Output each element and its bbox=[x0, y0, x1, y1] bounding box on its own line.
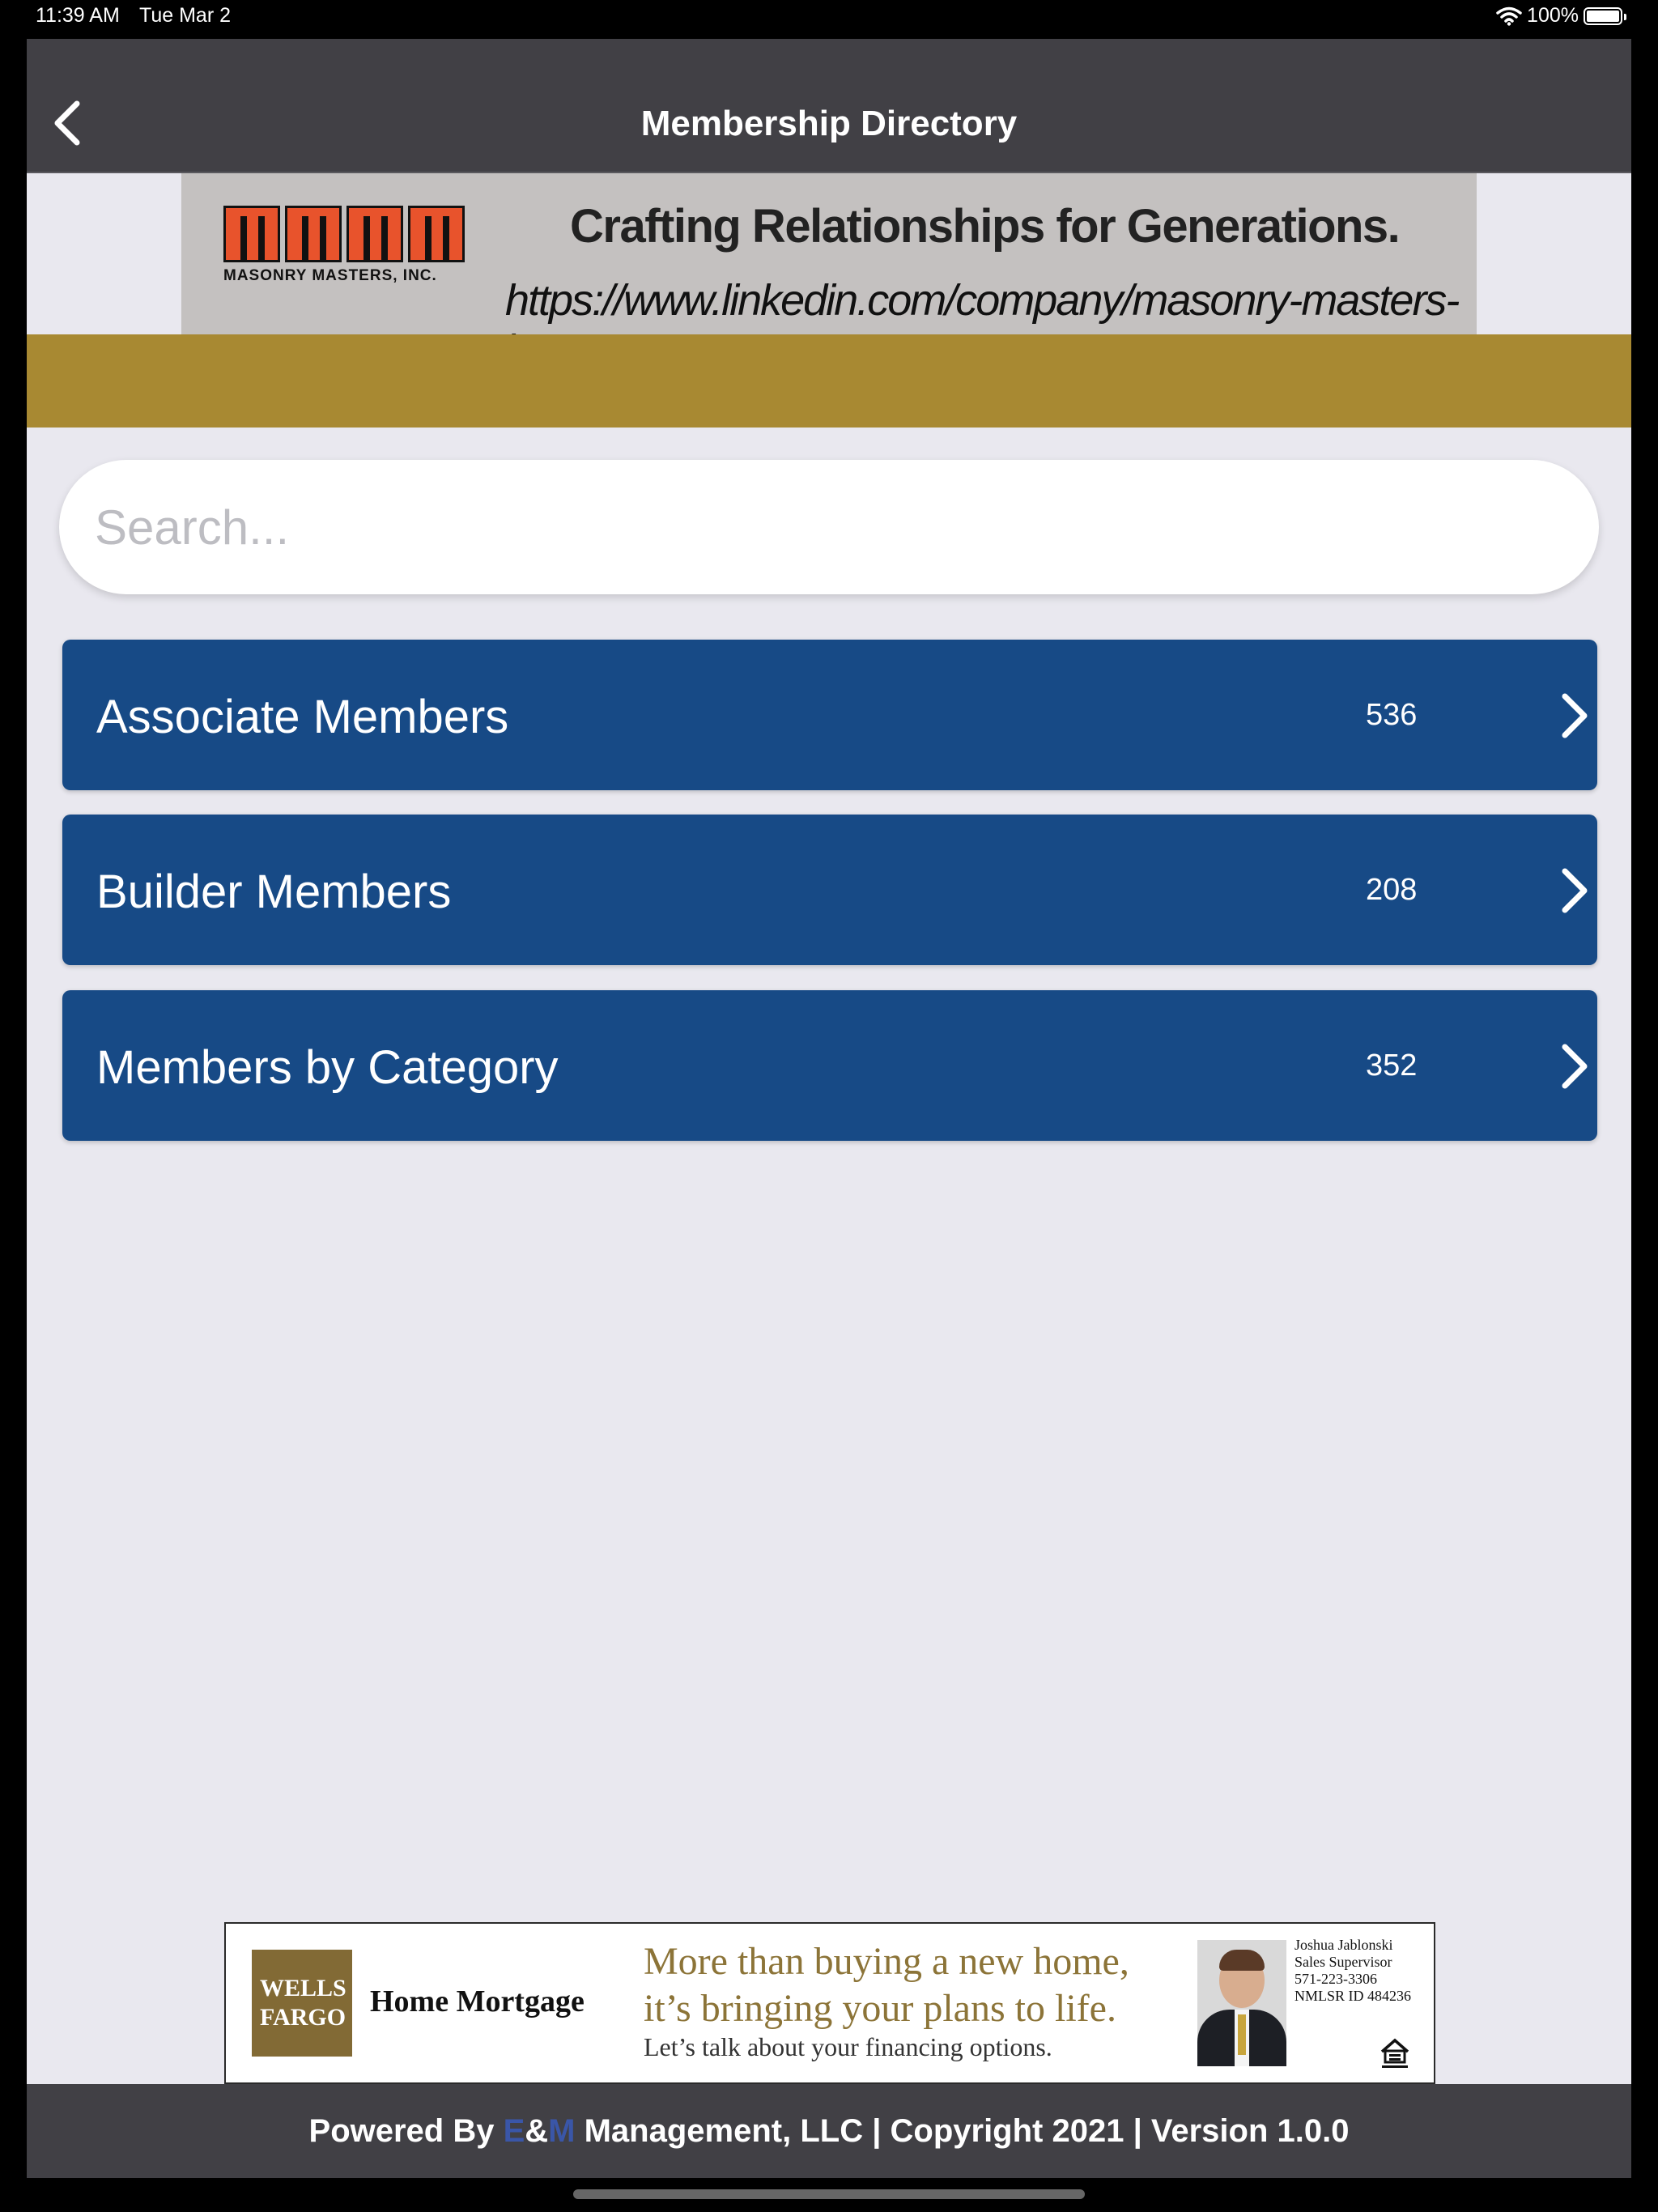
sponsor-banner-top[interactable] bbox=[181, 173, 1477, 334]
row-count: 352 bbox=[1366, 1049, 1418, 1083]
sponsor-ad-bottom[interactable] bbox=[224, 1922, 1435, 2084]
row-count: 536 bbox=[1366, 698, 1418, 732]
contact-phone: 571-223-3306 bbox=[1295, 1971, 1377, 1987]
app-window bbox=[27, 39, 1631, 2178]
chevron-right-icon bbox=[1558, 1042, 1591, 1091]
accent-bar bbox=[27, 334, 1631, 428]
ad-product: Home Mortgage bbox=[370, 1984, 585, 2018]
page-title: Membership Directory bbox=[640, 104, 1018, 143]
chevron-right-icon bbox=[1558, 691, 1591, 740]
status-right bbox=[1496, 4, 1622, 28]
ad-headline-line-2: it’s bringing your plans to life. bbox=[644, 1987, 1116, 2030]
status-date: Tue Mar 2 bbox=[139, 4, 232, 27]
footer-prefix: Powered By bbox=[308, 2113, 504, 2149]
ad-contact bbox=[1295, 1937, 1411, 2005]
footer-m: M bbox=[548, 2113, 576, 2149]
footer-suffix: Management, LLC | Copyright 2021 | Version 1.0.0 bbox=[575, 2113, 1350, 2149]
search-bar[interactable] bbox=[59, 460, 1599, 594]
ad-headline-line-1: More than buying a new home, bbox=[644, 1940, 1129, 1983]
row-label: Builder Members bbox=[96, 866, 452, 918]
category-row-members-by-category[interactable] bbox=[62, 990, 1597, 1141]
nav-bar bbox=[27, 39, 1631, 173]
agent-photo bbox=[1197, 1940, 1286, 2066]
banner-url: https://www.linkedin.com/company/masonry-masters- bbox=[505, 276, 1459, 325]
contact-nmlsr: NMLSR ID 484236 bbox=[1295, 1988, 1412, 2004]
row-label: Members by Category bbox=[96, 1041, 559, 1094]
battery-icon bbox=[1584, 7, 1622, 25]
search-input[interactable] bbox=[93, 499, 1599, 556]
contact-title: Sales Supervisor bbox=[1295, 1954, 1392, 1970]
footer-e: E bbox=[503, 2113, 525, 2149]
logo-subtitle: MASONRY MASTERS, INC. bbox=[223, 267, 437, 284]
home-indicator[interactable] bbox=[573, 2189, 1085, 2199]
wifi-icon bbox=[1496, 6, 1522, 26]
wells-fargo-logo bbox=[252, 1950, 352, 2057]
chevron-right-icon bbox=[1558, 866, 1591, 915]
contact-name: Joshua Jablonski bbox=[1295, 1937, 1393, 1953]
masonry-masters-logo bbox=[223, 206, 476, 300]
status-time: 11:39 AM bbox=[36, 4, 120, 27]
ad-cta: Let’s talk about your financing options. bbox=[644, 2032, 1052, 2061]
equal-housing-icon bbox=[1379, 2037, 1411, 2071]
row-label: Associate Members bbox=[96, 691, 509, 743]
banner-tagline: Crafting Relationships for Generations. bbox=[570, 200, 1400, 253]
row-count: 208 bbox=[1366, 873, 1418, 907]
category-row-builder-members[interactable] bbox=[62, 815, 1597, 965]
logo-line-2: FARGO bbox=[260, 2004, 346, 2031]
category-row-associate-members[interactable] bbox=[62, 640, 1597, 790]
status-bar bbox=[0, 0, 1658, 37]
ad-headline bbox=[644, 1938, 1129, 2032]
footer-amp: & bbox=[525, 2113, 549, 2149]
battery-percent: 100% bbox=[1527, 4, 1579, 27]
footer bbox=[27, 2084, 1631, 2178]
logo-line-1: WELLS bbox=[260, 1975, 346, 2001]
